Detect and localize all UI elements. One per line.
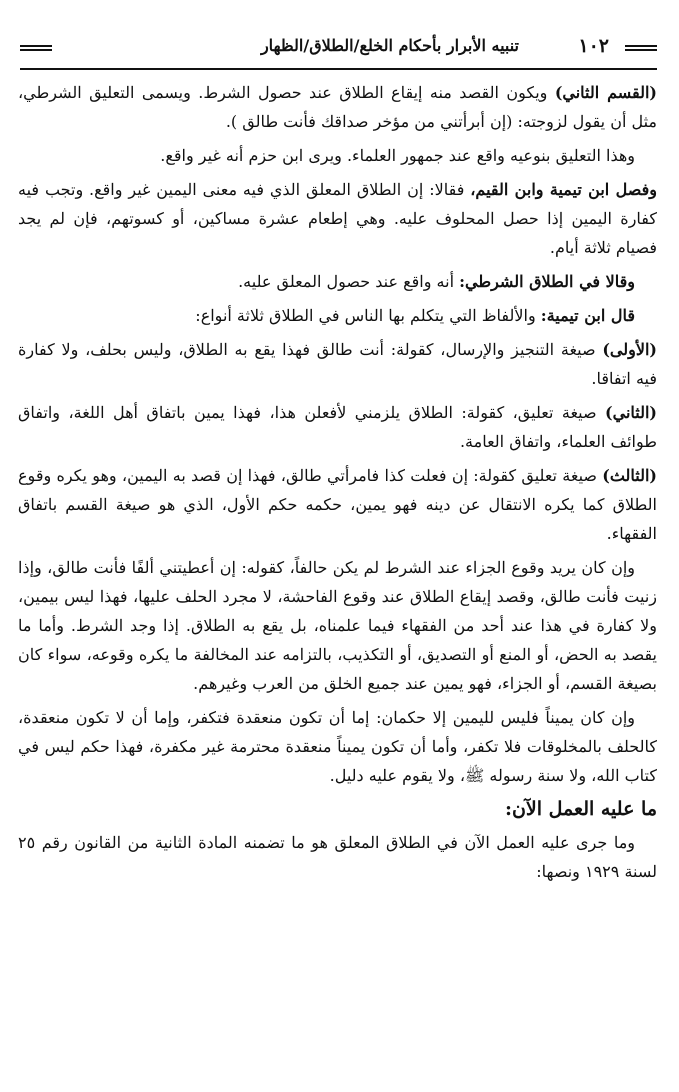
paragraph-type-second <box>18 398 657 456</box>
paragraph-lead: قال ابن تيمية: <box>540 306 635 325</box>
running-title: تنبيه الأبرار بأحكام الخلع/الطلاق/الظهار <box>260 36 519 55</box>
paragraph-text: وإن كان يميناً فليس لليمين إلا حكمان: إما أن تكون منعقدة فتكفر، وإما أن لا تكون منعقدة، كالحلف بالمخلوقات فلا تكفر، وأما أن تكون يميناً منعقدة محترمة غير مكفرة، فهذا حكم ليس في كتاب الله، ولا سنة رسوله ﷺ، ولا يقوم عليه دليل. <box>18 708 657 785</box>
paragraph-ibn-taymiyya-view <box>18 175 657 262</box>
paragraph-oath-rulings <box>18 703 657 790</box>
paragraph-second-section <box>18 78 657 136</box>
header-ornament-left <box>20 45 52 51</box>
paragraph-current-practice <box>18 828 657 886</box>
paragraph-lead: (القسم الثاني) <box>554 83 657 102</box>
paragraph-text: وإن كان يريد وقوع الجزاء عند الشرط لم يكن حالفاً، كقوله: إن أعطيتني ألفًا فأنت طالق، وإذا زنيت فأنت طالق، وقصد إيقاع الطلاق عند وقوع الفاحشة، لا مجرد الحلف عليها، فهذا ليس بيمين، ولا كفارة في هذا عند أحد من الفقهاء فيما علمناه، بل يقع به الطلاق. إذا وجد الشرط. وأما ما يقصد به الحض، أو المنع أو التصديق، أو التكذيب، بالتزامه عند المخالفة ما يكره وقوعه، سواء كان بصيغة القسم، أو الجزاء، فهو يمين عند جميع الخلق من العرب وغيرهم. <box>18 558 657 693</box>
paragraph-type-first <box>18 335 657 393</box>
paragraph-text: أنه واقع عند حصول المعلق عليه. <box>238 272 460 291</box>
paragraph-lead: وقالا في الطلاق الشرطي: <box>459 272 635 291</box>
paragraph-text: وهذا التعليق بنوعيه واقع عند جمهور العلماء. ويرى ابن حزم أنه غير واقع. <box>160 146 635 165</box>
paragraph-lead: وفصل ابن تيمية وابن القيم، <box>470 180 657 199</box>
paragraph-lead: (الثالث) <box>602 466 657 485</box>
paragraph-lead: (الأولى) <box>602 340 657 359</box>
paragraph-type-third <box>18 461 657 548</box>
paragraph-intended-condition <box>18 553 657 698</box>
paragraph-conditional-divorce <box>18 267 657 296</box>
paragraph-text: وما جرى عليه العمل الآن في الطلاق المعلق هو ما تضمنه المادة الثانية من القانون رقم ٢٥ لسنة ١٩٢٩ ونصها: <box>18 833 657 881</box>
paragraph-lead: (الثاني) <box>605 403 657 422</box>
paragraph-majority-view <box>18 141 657 170</box>
page-body <box>18 78 657 891</box>
paragraph-text: صيغة التنجيز والإرسال، كقولة: أنت طالق فهذا يقع به الطلاق، وليس بحلف، ولا كفارة فيه اتفاقا. <box>18 340 657 388</box>
paragraph-three-types <box>18 301 657 330</box>
page-number: ١٠٢ <box>578 35 609 57</box>
paragraph-text: صيغة تعليق، كقولة: الطلاق يلزمني لأفعلن هذا، فهذا يمين باتفاق أهل اللغة، واتفاق طوائف العلماء، واتفاق العامة. <box>18 403 657 451</box>
paragraph-text: ويكون القصد منه إيقاع الطلاق عند حصول الشرط. ويسمى التعليق الشرطي، مثل أن يقول لزوجته: (إن أبرأتني من مؤخر صداقك فأنت طالق ). <box>18 83 657 131</box>
header-rule <box>20 68 657 70</box>
page-header <box>20 33 659 63</box>
header-ornament-right <box>625 45 657 51</box>
paragraph-text: والألفاظ التي يتكلم بها الناس في الطلاق ثلاثة أنواع: <box>195 306 541 325</box>
paragraph-text: فقالا: إن الطلاق المعلق الذي فيه معنى اليمين غير واقع. وتجب فيه كفارة اليمين إذا حصل المحلوف عليه. وهي إطعام عشرة مساكين، أو كسوتهم، فإن لم يجد فصيام ثلاثة أيام. <box>18 180 657 257</box>
paragraph-text: صيغة تعليق كقولة: إن فعلت كذا فامرأتي طالق، فهذا إن قصد به اليمين، وهو يكره وقوع الطلاق كما يكره الانتقال عن دينه فهو يمين، حكمه حكم الأول، الذي هو صيغة القسم باتفاق الفقهاء. <box>18 466 657 543</box>
section-heading: ما عليه العمل الآن: <box>504 798 657 820</box>
